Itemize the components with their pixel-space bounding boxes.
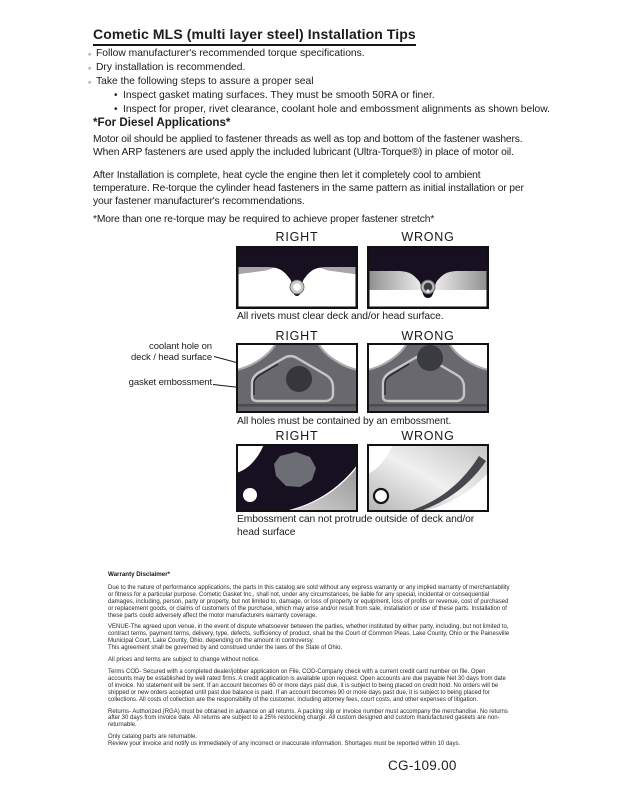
list-item bbox=[88, 89, 558, 103]
diesel-section-heading: *For Diesel Applications* bbox=[93, 116, 231, 129]
bullet-icon: ◦ bbox=[88, 49, 92, 59]
list-item-text: Follow manufacturer's recommended torque specifications. bbox=[96, 48, 365, 59]
installation-tips-list bbox=[88, 47, 558, 117]
list-item bbox=[88, 75, 558, 89]
rivet-clearance-right-diagram bbox=[236, 246, 358, 309]
page-title: Cometic MLS (multi layer steel) Installation Tips bbox=[93, 26, 416, 46]
diagram1-wrong-label: WRONG bbox=[401, 230, 455, 244]
list-item bbox=[88, 47, 558, 61]
legal-paragraph: This agreement shall be governed by and construed under the laws of the State of Ohio. bbox=[108, 645, 343, 652]
gasket-embossment-label: gasket embossment bbox=[128, 377, 212, 388]
diagram1-wrong-panel bbox=[367, 246, 489, 309]
diesel-paragraph: After Installation is complete, heat cycle the engine then let it completely cool to ambient temperature. Re-torque the cylinder head fasteners in the same pattern as initial installation or per your fastener manufacturer's recommendations. bbox=[93, 170, 524, 208]
diagram3-right-panel bbox=[236, 444, 358, 512]
legal-paragraph: All prices and terms are subject to change without notice. bbox=[108, 657, 260, 664]
diagram3-wrong-panel bbox=[367, 444, 489, 512]
diagram1-right-panel bbox=[236, 246, 358, 309]
diagram2-right-label: RIGHT bbox=[275, 329, 319, 343]
diesel-paragraph: Motor oil should be applied to fastener threads as well as top and bottom of the fastener washers. When ARP fasteners are used apply the included lubricant (Ultra-Torque®) in place of motor oil. bbox=[93, 134, 523, 159]
diagram2-wrong-label: WRONG bbox=[401, 329, 455, 343]
diagram3-right-label: RIGHT bbox=[275, 429, 319, 443]
legal-paragraph: Terms COD- Secured with a completed dealer/jobber application on File, COD-Company check with a current credit card number on file. Open accounts may be established by well rated firms. A credit application is available upon request. Open accounts are due payable Net 30 days from date of invoice. No statement will be sent. If an account becomes 60 or more days past due, it is subject to being placed on credit hold. No orders will be shipped or new orders accepted until past due balance is paid. If an account becomes 90 or more days past due, it is subject to being placed for collections. All costs of collection are the responsibility of the customer, including attorney fees, court costs, and other expenses of litigation. bbox=[108, 668, 506, 703]
rivet-clearance-wrong-diagram bbox=[367, 246, 489, 309]
diagram2-wrong-panel bbox=[367, 343, 489, 413]
deck-edge-wrong-diagram bbox=[367, 444, 489, 512]
list-item-text: Dry installation is recommended. bbox=[96, 62, 246, 73]
coolant-hole-label bbox=[109, 341, 212, 363]
bullet-icon: • bbox=[114, 90, 118, 101]
diagram3-wrong-label: WRONG bbox=[401, 429, 455, 443]
diagram2-caption: All holes must be contained by an embossment. bbox=[237, 416, 452, 427]
diagram1-right-label: RIGHT bbox=[275, 230, 319, 244]
diagram1-caption: All rivets must clear deck and/or head surface. bbox=[237, 311, 444, 322]
legal-paragraph: Review your invoice and notify us immediately of any incorrect or inaccurate information. Shortages must be reported within 10 days. bbox=[108, 741, 461, 748]
legal-paragraph: Due to the nature of performance applications, the parts in this catalog are sold without any express warranty or any implied warranty of merchantability or fitness for a particular purpose. Cometic Gasket Inc., shall not, under any circumstances, be liable for any special, incidental or consequential damages, including, person, party or property, but not limited to, damage, or loss of property or equipment, loss of profits or revenue, cost of purchased or replacement goods, or claims of customers of the purchase, which may arise and/or result from sale, installation or use of these parts. Installation of these parts could adversely affect the motor manufacturers warranty coverage. bbox=[108, 584, 510, 619]
legal-paragraph: Returns- Authorized (RGA) must be obtained in advance on all returns. A packing slip or invoice number must accompany the merchandise. No returns after 30 days from invoice date. All returns are subject to a 25% restocking charge. All custom designed and custom manufactured gaskets are non-returnable. bbox=[108, 708, 508, 729]
diagram2-right-panel bbox=[236, 343, 358, 413]
list-item-text: Inspect gasket mating surfaces. They must be smooth 50RA or finer. bbox=[123, 90, 435, 101]
bullet-icon: ◦ bbox=[88, 63, 92, 73]
bolt-hole bbox=[374, 489, 388, 503]
deck-edge-right-diagram bbox=[236, 444, 358, 512]
coolant-hole bbox=[286, 366, 312, 392]
legal-section bbox=[108, 572, 511, 753]
list-item-text: Take the following steps to assure a proper seal bbox=[96, 76, 314, 87]
bolt-hole bbox=[243, 488, 257, 502]
bullet-icon: • bbox=[114, 104, 118, 115]
hole-containment-wrong-diagram bbox=[367, 343, 489, 413]
diagram3-caption: Embossment can not protrude outside of deck and/or head surface bbox=[237, 514, 475, 538]
coolant-hole-label-line1: coolant hole on bbox=[149, 341, 212, 352]
legal-paragraph: VENUE-The agreed upon venue, in the event of dispute whatsoever between the parties, whether instituted by either party, including, but not limited to, contract terms, payment terms, delivery, type, defects, sufficiency of product, shall be the Court of Common Pleas, Lake County, Ohio or the Painesville Municipal Court, Lake County, Ohio, depending on the amount in controversy. bbox=[108, 624, 510, 645]
legal-paragraph: Only catalog parts are returnable. bbox=[108, 734, 198, 741]
coolant-hole-label-line2: deck / head surface bbox=[130, 352, 212, 363]
list-item bbox=[88, 103, 558, 117]
page-number: CG-109.00 bbox=[388, 758, 457, 773]
bullet-icon: ◦ bbox=[88, 77, 92, 87]
retorque-note: *More than one re-torque may be required to achieve proper fastener stretch* bbox=[93, 214, 435, 225]
list-item-text: Inspect for proper, rivet clearance, coolant hole and embossment alignments as shown below. bbox=[123, 104, 550, 115]
warranty-disclaimer-heading: Warranty Disclaimer* bbox=[108, 571, 171, 578]
coolant-hole bbox=[417, 345, 443, 371]
list-item bbox=[88, 61, 558, 75]
hole-containment-right-diagram bbox=[236, 343, 358, 413]
